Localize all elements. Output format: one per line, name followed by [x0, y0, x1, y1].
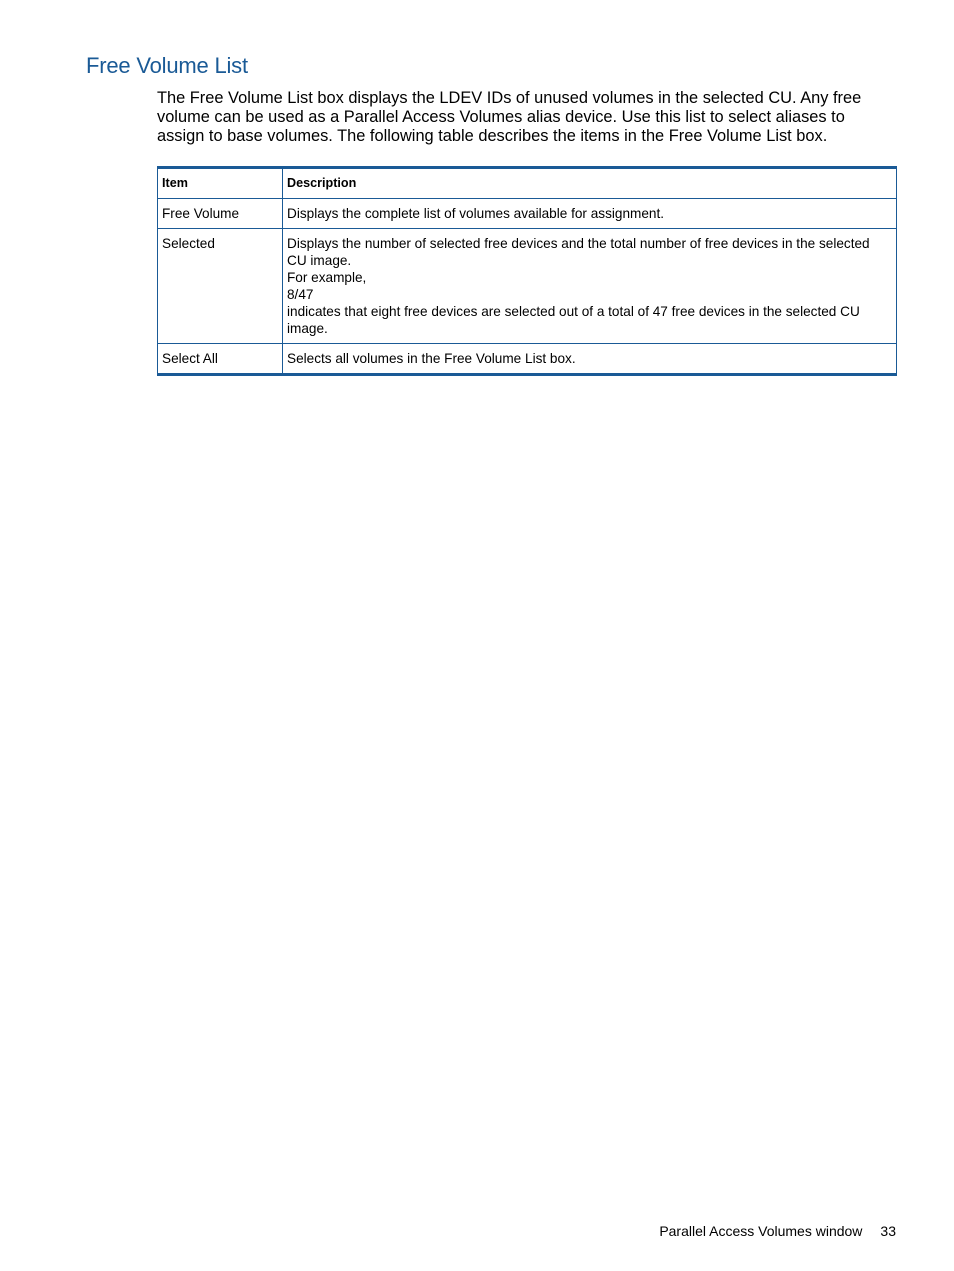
description-line: Displays the complete list of volumes available for assignment.: [287, 206, 665, 221]
row-description: [283, 229, 897, 344]
page-number: 33: [880, 1223, 896, 1239]
column-header-description: Description: [283, 168, 897, 199]
description-line: 8/47: [287, 287, 314, 302]
row-description: [283, 199, 897, 229]
description-line: Displays the number of selected free devices and the total number of free devices in the selected CU image.: [287, 236, 870, 268]
column-header-item: Item: [158, 168, 283, 199]
description-line: indicates that eight free devices are selected out of a total of 47 free devices in the selected CU image.: [287, 304, 860, 336]
row-description: [283, 344, 897, 375]
page-footer: [659, 1223, 896, 1239]
section-title: Free Volume List: [86, 53, 248, 78]
table-row: [158, 229, 897, 344]
row-item-selected: Selected: [158, 229, 283, 344]
footer-section-name: Parallel Access Volumes window: [659, 1223, 863, 1239]
row-item-free-volume: Free Volume: [158, 199, 283, 229]
row-item-select-all: Select All: [158, 344, 283, 375]
intro-paragraph: The Free Volume List box displays the LDEV IDs of unused volumes in the selected CU. Any free volume can be used as a Parallel Access Volumes alias device. Use this list to select aliases to assign to base volumes. The following table describes the items in the Free Volume List box.: [157, 89, 862, 145]
items-table: [157, 166, 897, 376]
description-line: Selects all volumes in the Free Volume List box.: [287, 351, 576, 366]
table-row: [158, 344, 897, 375]
table-header-row: [158, 168, 897, 199]
description-line: For example,: [287, 270, 367, 285]
table-row: [158, 199, 897, 229]
